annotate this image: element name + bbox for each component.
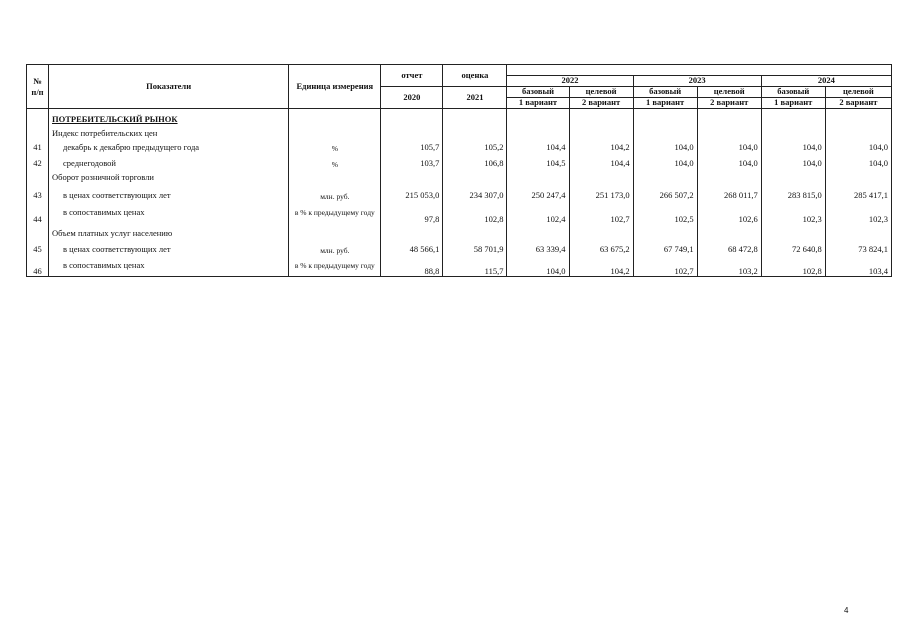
value-2023-base: 266 507,2 xyxy=(633,183,697,201)
variant-base-bottom: 1 вариант xyxy=(633,98,697,109)
value-2021: 234 307,0 xyxy=(443,183,507,201)
year-header-2023: 2023 xyxy=(633,76,761,87)
value-2022-base: 104,4 xyxy=(507,139,569,153)
table-row xyxy=(27,239,892,255)
col-header-estimate: оценка xyxy=(443,65,507,87)
row-label: в сопоставимых ценах xyxy=(49,255,289,277)
value-2022-base: 104,5 xyxy=(507,153,569,169)
table-row xyxy=(27,153,892,169)
value-2021: 106,8 xyxy=(443,153,507,169)
row-label: в сопоставимых ценах xyxy=(49,201,289,225)
value-2022-base: 63 339,4 xyxy=(507,239,569,255)
group-label-cpi: Индекс потребительских цен xyxy=(49,125,289,139)
row-number: 41 xyxy=(27,139,49,153)
variant-base-top: базовый xyxy=(507,87,569,98)
value-2022-target: 63 675,2 xyxy=(569,239,633,255)
value-2023-target: 103,2 xyxy=(697,255,761,277)
value-2024-target: 104,0 xyxy=(825,153,891,169)
value-2023-base: 67 749,1 xyxy=(633,239,697,255)
value-2023-base: 104,0 xyxy=(633,139,697,153)
row-number: 42 xyxy=(27,153,49,169)
table-row xyxy=(27,139,892,153)
group-label-services: Объем платных услуг населению xyxy=(49,225,289,239)
forecast-header-spacer xyxy=(507,65,892,76)
row-number: 44 xyxy=(27,201,49,225)
section-title-text: ПОТРЕБИТЕЛЬСКИЙ РЫНОК xyxy=(52,114,178,125)
col-header-indicator: Показатели xyxy=(49,65,289,109)
year-header-2024: 2024 xyxy=(761,76,891,87)
row-number: 45 xyxy=(27,239,49,255)
forecast-table xyxy=(26,64,892,277)
row-number xyxy=(27,109,49,125)
value-2023-target: 102,6 xyxy=(697,201,761,225)
year-header-2021: 2021 xyxy=(443,87,507,109)
value-2022-target: 251 173,0 xyxy=(569,183,633,201)
value-2024-base: 104,0 xyxy=(761,139,825,153)
row-number: 46 xyxy=(27,255,49,277)
value-2022-target: 104,2 xyxy=(569,139,633,153)
row-unit: млн. руб. xyxy=(289,183,381,201)
variant-target-bottom: 2 вариант xyxy=(697,98,761,109)
col-header-unit: Единица измерения xyxy=(289,65,381,109)
year-header-2022: 2022 xyxy=(507,76,633,87)
variant-base-bottom: 1 вариант xyxy=(761,98,825,109)
value-2024-target: 73 824,1 xyxy=(825,239,891,255)
row-label: среднегодовой xyxy=(49,153,289,169)
value-2022-target: 102,7 xyxy=(569,201,633,225)
page-number: 4 xyxy=(844,606,849,615)
row-label: декабрь к декабрю предыдущего года xyxy=(49,139,289,153)
row-label: в ценах соответствующих лет xyxy=(49,183,289,201)
value-2023-base: 102,5 xyxy=(633,201,697,225)
value-2023-target: 268 011,7 xyxy=(697,183,761,201)
table-row xyxy=(27,255,892,277)
table-row xyxy=(27,183,892,201)
row-unit: в % к предыдущему году xyxy=(289,255,381,277)
value-2024-target: 285 417,1 xyxy=(825,183,891,201)
value-2024-base: 72 640,8 xyxy=(761,239,825,255)
value-2024-target: 102,3 xyxy=(825,201,891,225)
value-2022-base: 250 247,4 xyxy=(507,183,569,201)
row-unit: в % к предыдущему году xyxy=(289,201,381,225)
value-2020: 105,7 xyxy=(381,139,443,153)
value-2023-target: 104,0 xyxy=(697,139,761,153)
value-2021: 58 701,9 xyxy=(443,239,507,255)
col-header-report: отчет xyxy=(381,65,443,87)
col-header-number: № п/п xyxy=(27,65,49,109)
variant-target-top: целевой xyxy=(697,87,761,98)
variant-target-bottom: 2 вариант xyxy=(569,98,633,109)
value-2022-target: 104,4 xyxy=(569,153,633,169)
row-number: 43 xyxy=(27,183,49,201)
value-2023-target: 68 472,8 xyxy=(697,239,761,255)
row-unit: % xyxy=(289,139,381,153)
variant-base-top: базовый xyxy=(633,87,697,98)
row-unit: млн. руб. xyxy=(289,239,381,255)
value-2020: 48 566,1 xyxy=(381,239,443,255)
table-row xyxy=(27,201,892,225)
value-2023-target: 104,0 xyxy=(697,153,761,169)
variant-target-top: целевой xyxy=(825,87,891,98)
variant-base-bottom: 1 вариант xyxy=(507,98,569,109)
value-2020: 88,8 xyxy=(381,255,443,277)
value-2022-target: 104,2 xyxy=(569,255,633,277)
year-header-2020: 2020 xyxy=(381,87,443,109)
value-2024-base: 102,3 xyxy=(761,201,825,225)
value-2024-base: 102,8 xyxy=(761,255,825,277)
variant-target-bottom: 2 вариант xyxy=(825,98,891,109)
variant-target-top: целевой xyxy=(569,87,633,98)
value-2021: 102,8 xyxy=(443,201,507,225)
row-unit: % xyxy=(289,153,381,169)
row-label: в ценах соответствующих лет xyxy=(49,239,289,255)
value-2020: 97,8 xyxy=(381,201,443,225)
value-2021: 105,2 xyxy=(443,139,507,153)
value-2020: 103,7 xyxy=(381,153,443,169)
value-2024-target: 103,4 xyxy=(825,255,891,277)
value-2022-base: 102,4 xyxy=(507,201,569,225)
variant-base-top: базовый xyxy=(761,87,825,98)
value-2023-base: 102,7 xyxy=(633,255,697,277)
value-2022-base: 104,0 xyxy=(507,255,569,277)
value-2021: 115,7 xyxy=(443,255,507,277)
section-title xyxy=(49,109,289,125)
group-label-retail: Оборот розничной торговли xyxy=(49,169,289,183)
value-2023-base: 104,0 xyxy=(633,153,697,169)
value-2024-target: 104,0 xyxy=(825,139,891,153)
value-2020: 215 053,0 xyxy=(381,183,443,201)
value-2024-base: 283 815,0 xyxy=(761,183,825,201)
value-2024-base: 104,0 xyxy=(761,153,825,169)
